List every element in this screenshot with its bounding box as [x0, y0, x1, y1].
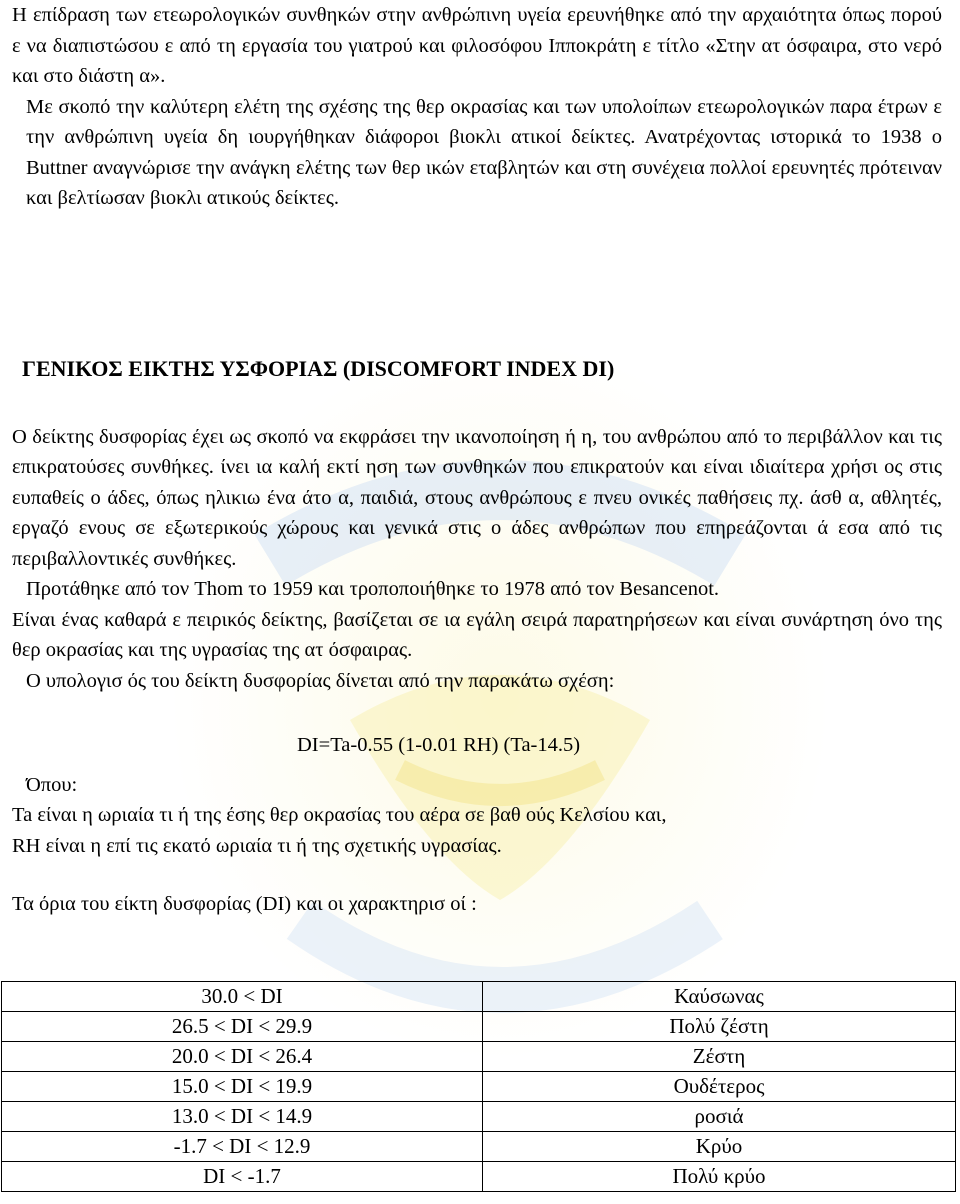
range-cell: -1.7 < DI < 12.9 — [2, 1132, 483, 1162]
table-row — [2, 982, 956, 1012]
table-row — [2, 1102, 956, 1132]
range-cell: 15.0 < DI < 19.9 — [2, 1072, 483, 1102]
origin-paragraph: Προτάθηκε από τον Thom το 1959 και τροποποιήθηκε το 1978 από τον Besancenot. — [26, 578, 720, 600]
range-cell: DI < -1.7 — [2, 1162, 483, 1192]
where-label: Όπου: — [26, 774, 78, 796]
table-row — [2, 1012, 956, 1042]
ta-definition: Ta είναι η ωριαία τι ή της έσης θερ οκρασίας του αέρα σε βαθ ούς Κελσίου και, — [12, 804, 667, 826]
range-cell: 13.0 < DI < 14.9 — [2, 1102, 483, 1132]
rh-definition: RH είναι η επί τις εκατό ωριαία τι ή της σχετικής υγρασίας. — [12, 834, 502, 857]
table-row — [2, 1132, 956, 1162]
table-row — [2, 1162, 956, 1192]
intro-paragraph-1: Η επίδραση των ετεωρολογικών συνθηκών στην ανθρώπινη υγεία ερευνήθηκε από την αρχαιότητα όπως πορού ε να διαπιστώσου ε από τη εργασία του γιατρού και φιλοσόφου Ιπποκράτη ε τίτλο «Στην ατ όσφαιρα, στο νερό και στο διάστη α». — [12, 4, 942, 87]
section-heading: ΓΕΝΙΚΟΣ ΕΙΚΤΗΣ ΥΣΦΟΡΙΑΣ (DISCOMFORT INDEX DI) — [22, 355, 615, 381]
method-paragraph: Είναι ένας καθαρά ε πειρικός δείκτης, βασίζεται σε ια εγάλη σειρά παρατηρήσεων και είναι συνάρτηση όνο της θερ οκρασίας και της υγρασίας της ατ όσφαιρας. — [12, 608, 942, 661]
range-cell: 30.0 < DI — [2, 982, 483, 1012]
label-cell: Κρύο — [483, 1132, 956, 1162]
label-cell: Πολύ κρύο — [483, 1162, 956, 1192]
label-cell: Πολύ ζέστη — [483, 1012, 956, 1042]
range-cell: 26.5 < DI < 29.9 — [2, 1012, 483, 1042]
range-cell: 20.0 < DI < 26.4 — [2, 1042, 483, 1072]
di-formula: DI=Ta-0.55 (1-0.01 RH) (Ta-14.5) — [297, 734, 581, 756]
table-row — [2, 1042, 956, 1072]
intro-paragraph-2: Με σκοπό την καλύτερη ελέτη της σχέσης της θερ οκρασίας και των υπολοίπων ετεωρολογικών παρα έτρων ε την ανθρώπινη υγεία δη ιουργήθηκαν διάφοροι βιοκλι ατικοί δείκτες. Ανατρέχοντας ιστορικά το 1938 ο Buttner αναγνώρισε την ανάγκη ελέτης των θερ ικών εταβλητών και στη συνέχεια πολλοί ερευνητές πρότειναν και βελτίωσαν βιοκλι ατικούς δείκτες. — [26, 95, 942, 209]
calculation-intro: Ο υπολογισ ός του δείκτη δυσφορίας δίνεται από την παρακάτω σχέση: — [26, 669, 615, 692]
label-cell: Καύσωνας — [483, 982, 956, 1012]
limits-caption: Τα όρια του είκτη δυσφορίας (DI) και οι χαρακτηρισ οί : — [12, 893, 477, 915]
label-cell: Ουδέτερος — [483, 1072, 956, 1102]
di-limits-table — [1, 981, 956, 1192]
definition-paragraph: Ο δείκτης δυσφορίας έχει ως σκοπό να εκφράσει την ικανοποίηση ή η, του ανθρώπου από το περιβάλλον και τις επικρατούσες συνθήκες. ίνει ια καλή εκτί ηση των συνθηκών που επικρατούν και είναι ιδιαίτερα χρήσι ος στις ευπαθείς ο άδες, όπως ηλικιω ένα άτο α, παιδιά, στους ανθρώπους ε πνευ ονικές παθήσεις πχ. άσθ α, αθλητές, εργαζό ενους σε εξωτερικούς χώρους και γενικά στις ο άδες ανθρώπων που επηρεάζονται ά εσα από τις περιβαλλοντικές συνθήκες. — [12, 425, 942, 570]
label-cell: Ζέστη — [483, 1042, 956, 1072]
label-cell: ροσιά — [483, 1102, 956, 1132]
table-row — [2, 1072, 956, 1102]
